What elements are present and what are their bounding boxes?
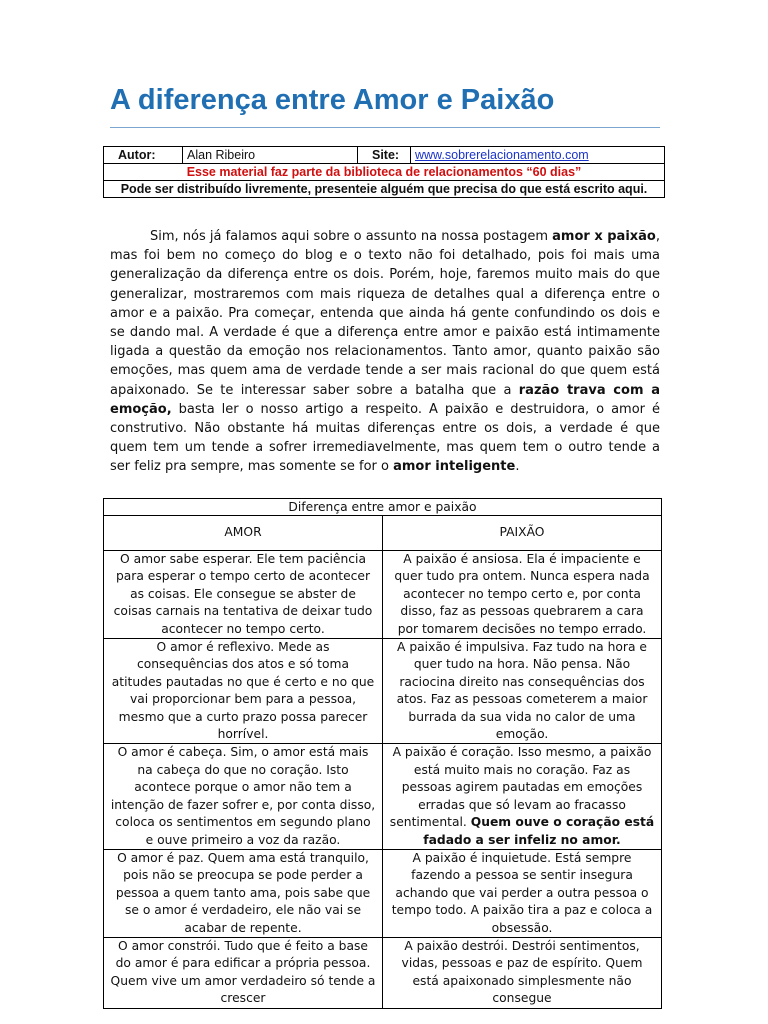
paixao-cell: A paixão é ansiosa. Ela é impaciente e quer tudo pra ontem. Nunca espera nada acontecer no tempo certo e, por conta disso, faz as pessoas quebrarem a cara por tomarem decisões no tempo errado. — [383, 551, 662, 639]
column-header-paixao: PAIXÃO — [383, 516, 662, 551]
table-row — [104, 849, 662, 937]
paixao-cell: A paixão é impulsiva. Faz tudo na hora e quer tudo na hora. Não pensa. Não raciocina direito nas consequências dos atos. Faz as pessoas cometerem a maior burrada da sua vida no calor de uma emoção. — [383, 639, 662, 744]
author-value: Alan Ribeiro — [183, 147, 358, 164]
document-title: A diferença entre Amor e Paixão — [110, 84, 555, 116]
paragraph-bold-razao-emocao: razão trava com a emoção, — [110, 382, 660, 417]
comparison-caption: Diferença entre amor e paixão — [104, 499, 662, 516]
paragraph-bold-amor-inteligente: amor inteligente — [393, 459, 516, 475]
paragraph-text-2: , mas foi bem no começo do blog e o texto não foi detalhado, pois foi mais uma generalização da diferença entre os dois. Porém, hoje, faremos muito mais do que generalizar, mostraremos com mais riqueza de detalhes qual a diferença entre o amor e a paixão. Pra começar, entenda que ainda há gente confundindo os dois e se dando mal. A verdade é que a diferença entre amor e paixão está intimamente ligada a questão da emoção nos relacionamentos. Tanto amor, quanto paixão são emoções, mas quem ama de verdade tende a ser mais racional do que quem está apaixonado. Se te interessar saber sobre a batalha que a — [110, 229, 661, 398]
site-link[interactable]: www.sobrerelacionamento.com — [415, 147, 589, 162]
column-header-amor: AMOR — [104, 516, 383, 551]
paixao-cell-text: A paixão é coração. Isso mesmo, a paixão está muito mais no coração. Faz as pessoas agirem pautadas em emoções erradas que só levam ao fracasso sentimental. — [389, 745, 652, 830]
site-cell — [411, 147, 665, 164]
paragraph-text-1: Sim, nós já falamos aqui sobre o assunto na nossa postagem — [150, 229, 553, 244]
paixao-cell-bold-text: Quem ouve o coração está fadado a ser infeliz no amor. — [423, 815, 655, 847]
amor-cell: O amor é cabeça. Sim, o amor está mais na cabeça do que no coração. Isto acontece porque o amor não tem a intenção de fazer sofrer e, por conta disso, coloca os sentimentos em segundo plano e ouve primeiro a voz da razão. — [104, 744, 383, 849]
paragraph-text-4: . — [515, 459, 520, 475]
comparison-table — [103, 498, 662, 1009]
table-row — [104, 639, 662, 744]
amor-cell: O amor constrói. Tudo que é feito a base do amor é para edificar a própria pessoa. Quem vive um amor verdadeiro só tende a crescer — [104, 937, 383, 1008]
author-info-table — [103, 146, 665, 198]
paixao-cell: A paixão destrói. Destrói sentimentos, vidas, pessoas e paz de espírito. Quem está apaixonado simplesmente não consegue — [383, 937, 662, 1008]
table-row — [104, 551, 662, 639]
title-underline — [110, 127, 660, 128]
table-row — [104, 937, 662, 1008]
amor-cell: O amor sabe esperar. Ele tem paciência para esperar o tempo certo de acontecer as coisas. Ele consegue se abster de coisas carnais na tentativa de deixar tudo acontecer no tempo certo. — [104, 551, 383, 639]
site-label: Site: — [358, 147, 411, 164]
amor-cell: O amor é paz. Quem ama está tranquilo, pois não se preocupa se pode perder a pessoa a quem tanto ama, pois sabe que se o amor é verdadeiro, ele não vai se acabar de repente. — [104, 849, 383, 937]
table-row — [104, 744, 662, 849]
distribution-note: Pode ser distribuído livremente, presenteie alguém que precisa do que está escrito aqui. — [104, 181, 665, 198]
paragraph-text-3: basta ler o nosso artigo a respeito. A paixão e destruidora, o amor é construtivo. Não obstante há muitas diferenças entre os dois, a verdade é que quem tem um tende a sofrer irremediavelmente, mas quem tem o outro tende a ser feliz pra sempre, mas somente se for o — [110, 401, 660, 475]
paixao-cell — [383, 744, 662, 849]
intro-paragraph — [110, 227, 660, 477]
library-notice: Esse material faz parte da biblioteca de relacionamentos “60 dias” — [104, 164, 665, 181]
paixao-cell: A paixão é inquietude. Está sempre fazendo a pessoa se sentir insegura achando que vai perder a outra pessoa o tempo todo. A paixão tira a paz e coloca a obsessão. — [383, 849, 662, 937]
amor-cell: O amor é reflexivo. Mede as consequências dos atos e só toma atitudes pautadas no que é certo e no que vai proporcionar bem para a pessoa, mesmo que a curto prazo possa parecer horrível. — [104, 639, 383, 744]
paragraph-bold-amor-x-paixao: amor x paixão — [552, 229, 656, 244]
author-label: Autor: — [104, 147, 183, 164]
